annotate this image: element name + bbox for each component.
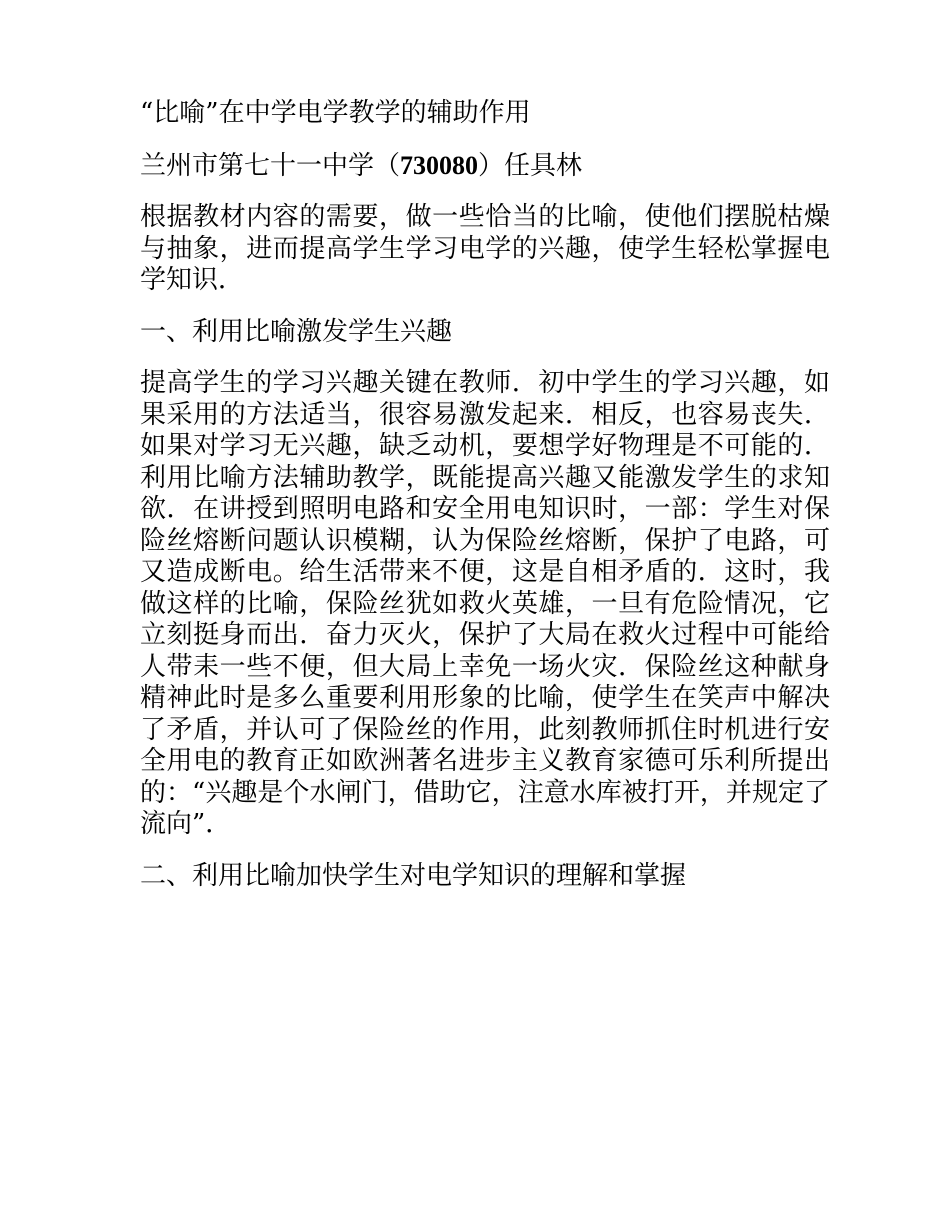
section-1-paragraph: 提高学生的学习兴趣关键在教师．初中学生的学习兴趣，如果采用的方法适当，很容易激发起来．相反，也容易丧失．如果对学习无兴趣，缺乏动机，要想学好物理是不可能的．利用比喻方法辅助教学，既能提高兴趣又能激发学生的求知欲．在讲授到照明电路和安全用电知识时，一部：学生对保险丝熔断问题认识模糊，认为保险丝熔断，保护了电路，可又造成断电。给生活带来不便，这是自相矛盾的．这时，我做这样的比喻，保险丝犹如救火英雄，一旦有危险情况，它立刻挺身而出．奋力灭火，保护了大局在救火过程中可能给人带耒一些不便，但大局上幸免一场火灾．保险丝这种献身精神此时是多么重要利用形象的比喻，使学生在笑声中解决了矛盾，并认可了保险丝的作用，此刻教师抓住时机进行安全用电的教育正如欧洲著名进步主义教育家德可乐利所提出的：“兴趣是个水闸门，借助它，注意水库被打开，并规定了流向”． (140, 368, 830, 839)
author-suffix: ）任具林 (478, 150, 583, 181)
intro-paragraph: 根据教材内容的需要，做一些恰当的比喻，使他们摆脱枯燥与抽象，进而提高学生学习电学的兴趣，使学生轻松掌握电学知识． (140, 202, 830, 295)
author-line (140, 150, 830, 183)
postal-code: 730080 (400, 150, 479, 180)
author-prefix: 兰州市第七十一中学（ (140, 150, 401, 181)
document-page (140, 98, 830, 912)
article-title: “比喻”在中学电学教学的辅助作用 (140, 98, 531, 128)
section-heading-2: 二、利用比喻加快学生对电学知识的理解和掌握 (140, 860, 687, 891)
section-heading-1: 一、利用比喻激发学生兴趣 (140, 316, 453, 347)
